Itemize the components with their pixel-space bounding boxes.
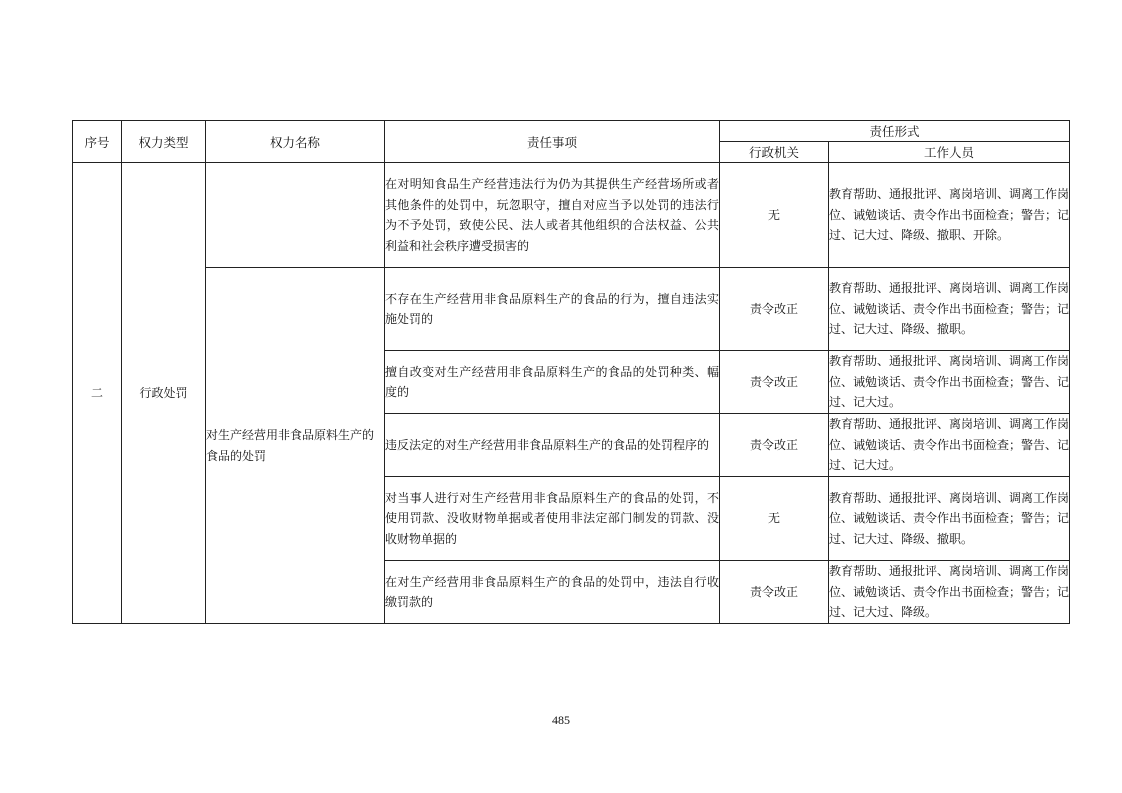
- page-number: 485: [552, 713, 570, 727]
- power-type-cell: 行政处罚: [122, 163, 206, 624]
- header-seq: 序号: [73, 121, 122, 163]
- header-duty-item: 责任事项: [385, 121, 720, 163]
- staff-cell: 教育帮助、通报批评、离岗培训、调离工作岗位、诫勉谈话、责令作出书面检查；警告；记过、记大过、降级。: [829, 561, 1070, 624]
- admin-org-cell: 责令改正: [720, 268, 829, 351]
- admin-org-cell: 责令改正: [720, 351, 829, 414]
- admin-org-cell: 责令改正: [720, 414, 829, 477]
- duty-item-cell: 对当事人进行对生产经营用非食品原料生产的食品的处罚，不使用罚款、没收财物单据或者使用非法定部门制发的罚款、没收财物单据的: [385, 477, 720, 561]
- admin-org-cell: 无: [720, 163, 829, 268]
- staff-cell: 教育帮助、通报批评、离岗培训、调离工作岗位、诫勉谈话、责令作出书面检查；警告；记过、记大过、降级、撤职。: [829, 477, 1070, 561]
- staff-cell: 教育帮助、通报批评、离岗培训、调离工作岗位、诫勉谈话、责令作出书面检查；警告、记过、记大过。: [829, 414, 1070, 477]
- header-admin-org: 行政机关: [720, 142, 829, 163]
- duty-item-cell: 不存在生产经营用非食品原料生产的食品的行为，擅自违法实施处罚的: [385, 268, 720, 351]
- admin-org-cell: 责令改正: [720, 561, 829, 624]
- header-duty-form: 责任形式: [720, 121, 1070, 142]
- staff-cell: 教育帮助、通报批评、离岗培训、调离工作岗位、诫勉谈话、责令作出书面检查；警告、记过、记大过。: [829, 351, 1070, 414]
- seq-cell: 二: [73, 163, 122, 624]
- duty-item-cell: 在对生产经营用非食品原料生产的食品的处罚中，违法自行收缴罚款的: [385, 561, 720, 624]
- table-row: [73, 268, 1070, 351]
- header-power-name: 权力名称: [206, 121, 385, 163]
- power-name-cell: 对生产经营用非食品原料生产的食品的处罚: [206, 268, 385, 624]
- staff-cell: 教育帮助、通报批评、离岗培训、调离工作岗位、诫勉谈话、责令作出书面检查；警告；记过、记大过、降级、撤职。: [829, 268, 1070, 351]
- power-name-empty-cell: [206, 163, 385, 268]
- duty-item-cell: 在对明知食品生产经营违法行为仍为其提供生产经营场所或者其他条件的处罚中，玩忽职守，擅自对应当予以处罚的违法行为不予处罚，致使公民、法人或者其他组织的合法权益、公共利益和社会秩序遭受损害的: [385, 163, 720, 268]
- header-staff: 工作人员: [829, 142, 1070, 163]
- table-row: [73, 163, 1070, 268]
- header-row-1: [73, 121, 1070, 142]
- header-power-type: 权力类型: [122, 121, 206, 163]
- staff-cell: 教育帮助、通报批评、离岗培训、调离工作岗位、诫勉谈话、责令作出书面检查；警告；记过、记大过、降级、撤职、开除。: [829, 163, 1070, 268]
- responsibility-table: [72, 120, 1070, 624]
- duty-item-cell: 违反法定的对生产经营用非食品原料生产的食品的处罚程序的: [385, 414, 720, 477]
- admin-org-cell: 无: [720, 477, 829, 561]
- duty-item-cell: 擅自改变对生产经营用非食品原料生产的食品的处罚种类、幅度的: [385, 351, 720, 414]
